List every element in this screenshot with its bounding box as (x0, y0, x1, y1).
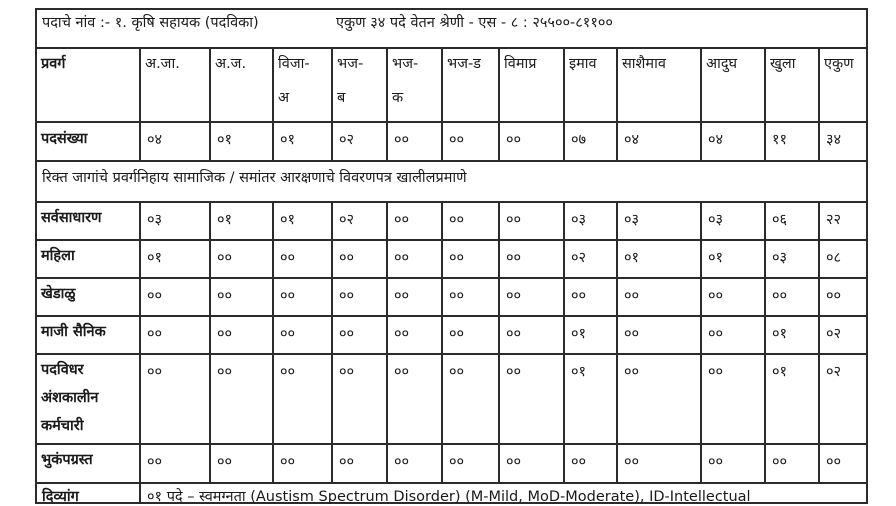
reservation-cell: ०० (217, 454, 233, 470)
reservation-cell: ०० (506, 364, 522, 380)
posts-count-cell: ११ (772, 132, 788, 148)
reservation-cell: ०० (339, 364, 355, 380)
reservation-cell: ०० (449, 364, 465, 380)
reservation-cell: ०० (394, 288, 410, 304)
table-column-rule (272, 47, 274, 160)
column-header: खुला (770, 56, 796, 72)
posts-count-cell: ०० (394, 132, 410, 148)
table-column-rule (700, 47, 702, 160)
reservation-cell: ०० (506, 212, 522, 228)
table-column-rule (498, 47, 500, 160)
column-header: इमाव (569, 56, 597, 72)
column-header-category: प्रवर्ग (41, 56, 66, 72)
reservation-cell: ०१ (772, 326, 788, 342)
table-rule-row-6 (35, 277, 868, 279)
reservation-cell: ०० (339, 250, 355, 266)
posts-count-cell: ३४ (826, 132, 842, 148)
table-column-rule (386, 201, 388, 482)
table-rule-row-10 (35, 482, 868, 484)
table-rule-row-9 (35, 443, 868, 445)
reservation-cell: ०३ (147, 212, 163, 228)
table-column-rule (764, 201, 766, 482)
reservation-cell: ०० (147, 364, 163, 380)
reservation-cell: ०० (147, 454, 163, 470)
reservation-cell: ०१ (624, 250, 640, 266)
column-header: अ.ज. (215, 56, 247, 72)
reservation-cell: ०० (280, 364, 296, 380)
reservation-cell: ०१ (571, 326, 587, 342)
reservation-cell: ०३ (624, 212, 640, 228)
footer-row-label: दिव्यांग (42, 489, 79, 505)
footer-row-text: ०१ पदे – स्वमग्नता (Austism Spectrum Disorder) (M-Mild, MoD-Moderate), ID-Intellectual (147, 489, 751, 505)
reservation-cell: ०० (280, 250, 296, 266)
reservation-cell: ०० (708, 454, 724, 470)
reservation-cell: ०० (449, 212, 465, 228)
reservation-cell: ०० (394, 250, 410, 266)
posts-count-cell: ०७ (571, 132, 587, 148)
table-column-rule (139, 482, 141, 503)
table-column-rule (209, 47, 211, 160)
reservation-row-label: माजी सैनिक (41, 324, 106, 340)
table-column-rule (818, 47, 820, 160)
table-column-rule (764, 47, 766, 160)
table-border-right (866, 8, 868, 503)
posts-count-cell: ०० (449, 132, 465, 148)
reservation-cell: ०० (217, 326, 233, 342)
reservation-row-label: अंशकालीन (41, 390, 99, 406)
reservation-cell: ०० (772, 288, 788, 304)
table-column-rule (563, 47, 565, 160)
reservation-cell: ०० (772, 454, 788, 470)
reservation-cell: ०६ (772, 212, 788, 228)
table-column-rule (616, 201, 618, 482)
reservation-cell: ०० (571, 288, 587, 304)
reservation-cell: ०० (147, 288, 163, 304)
table-column-rule (386, 47, 388, 160)
section-caption: रिक्त जागांचे प्रवर्गनिहाय सामाजिक / समांतर आरक्षणाचे विवरणपत्र खालीलप्रमाणे (42, 170, 467, 186)
reservation-cell: ०० (506, 454, 522, 470)
reservation-cell: ०० (280, 454, 296, 470)
reservation-cell: ०० (624, 364, 640, 380)
reservation-cell: ०० (394, 364, 410, 380)
reservation-cell: २२ (826, 212, 842, 228)
column-header: विमाप्र (504, 56, 537, 72)
reservation-cell: ०३ (772, 250, 788, 266)
reservation-cell: ०० (826, 454, 842, 470)
total-posts-pay-scale: एकुण ३४ पदे वेतन श्रेणी - एस - ८ : २५५००-८११०० (336, 15, 613, 31)
reservation-cell: ०० (217, 364, 233, 380)
reservation-cell: ०० (449, 250, 465, 266)
reservation-cell: ०० (624, 454, 640, 470)
table-rule-row-0 (35, 8, 868, 10)
posts-count-cell: ०४ (708, 132, 724, 148)
column-header: आदुघ (706, 56, 738, 72)
reservation-row-label: पदविधर (41, 362, 84, 378)
post-name-title: पदाचे नांव :- १. कृषि सहायक (पदविका) (42, 15, 259, 31)
table-rule-row-4 (35, 201, 868, 203)
posts-count-cell: ०० (506, 132, 522, 148)
reservation-row-label: खेडाळु (41, 286, 76, 302)
table-column-rule (272, 201, 274, 482)
table-column-rule (331, 47, 333, 160)
reservation-cell: ०३ (708, 212, 724, 228)
reservation-cell: ०१ (217, 212, 233, 228)
reservation-cell: ०० (708, 364, 724, 380)
column-header: भज-ड (447, 56, 481, 72)
table-border-left (35, 8, 37, 503)
reservation-cell: ०० (394, 212, 410, 228)
reservation-cell: ०० (339, 288, 355, 304)
table-rule-row-3 (35, 160, 868, 162)
posts-count-cell: ०२ (339, 132, 355, 148)
column-header: ब (337, 90, 346, 106)
reservation-cell: ०० (624, 326, 640, 342)
column-header: साशैमाव (622, 56, 666, 72)
reservation-cell: ०० (217, 288, 233, 304)
table-rule-row-8 (35, 353, 868, 355)
column-header: अ (278, 90, 290, 106)
reservation-cell: ०० (449, 288, 465, 304)
table-rule-row-1 (35, 47, 868, 49)
reservation-cell: ०० (394, 454, 410, 470)
table-rule-row-5 (35, 239, 868, 241)
reservation-cell: ०० (339, 454, 355, 470)
posts-count-cell: ०१ (280, 132, 296, 148)
reservation-cell: ०१ (708, 250, 724, 266)
reservation-cell: ०१ (772, 364, 788, 380)
reservation-cell: ०० (506, 288, 522, 304)
reservation-cell: ०० (280, 326, 296, 342)
posts-count-cell: ०१ (217, 132, 233, 148)
table-column-rule (331, 201, 333, 482)
column-header: भज- (337, 56, 364, 72)
column-header: विजा- (278, 56, 310, 72)
reservation-cell: ०० (506, 250, 522, 266)
reservation-cell: ०१ (280, 212, 296, 228)
reservation-cell: ०३ (571, 212, 587, 228)
reservation-cell: ०२ (339, 212, 355, 228)
reservation-row-label: भुकंपग्रस्त (41, 452, 93, 468)
table-rule-row-2 (35, 121, 868, 123)
reservation-cell: ०० (280, 288, 296, 304)
reservation-cell: ०० (394, 326, 410, 342)
reservation-cell: ०० (708, 288, 724, 304)
table-column-rule (441, 47, 443, 160)
column-header: अ.जा. (145, 56, 180, 72)
reservation-cell: ०० (826, 288, 842, 304)
reservation-row-label: महिला (41, 248, 75, 264)
table-column-rule (139, 201, 141, 482)
reservation-row-label: कर्मचारी (41, 418, 84, 434)
table-column-rule (563, 201, 565, 482)
reservation-cell: ०२ (826, 364, 842, 380)
reservation-cell: ०० (506, 326, 522, 342)
reservation-cell: ०० (708, 326, 724, 342)
column-header: भज- (392, 56, 419, 72)
table-rule-row-7 (35, 315, 868, 317)
column-header: क (392, 90, 404, 106)
posts-count-cell: ०४ (147, 132, 163, 148)
reservation-cell: ०२ (826, 326, 842, 342)
table-column-rule (139, 47, 141, 160)
reservation-row-label: सर्वसाधारण (41, 210, 102, 226)
reservation-cell: ०० (449, 326, 465, 342)
reservation-cell: ०१ (147, 250, 163, 266)
reservation-cell: ०२ (571, 250, 587, 266)
reservation-cell: ०० (449, 454, 465, 470)
reservation-cell: ०० (571, 454, 587, 470)
table-column-rule (498, 201, 500, 482)
reservation-cell: ०० (624, 288, 640, 304)
reservation-cell: ०८ (826, 250, 842, 266)
table-column-rule (700, 201, 702, 482)
posts-row-label: पदसंख्या (41, 131, 88, 147)
column-header: एकुण (824, 56, 854, 72)
reservation-cell: ०० (339, 326, 355, 342)
table-column-rule (209, 201, 211, 482)
table-column-rule (616, 47, 618, 160)
reservation-cell: ०० (147, 326, 163, 342)
reservation-cell: ०० (217, 250, 233, 266)
table-column-rule (818, 201, 820, 482)
reservation-cell: ०१ (571, 364, 587, 380)
posts-count-cell: ०४ (624, 132, 640, 148)
table-column-rule (441, 201, 443, 482)
